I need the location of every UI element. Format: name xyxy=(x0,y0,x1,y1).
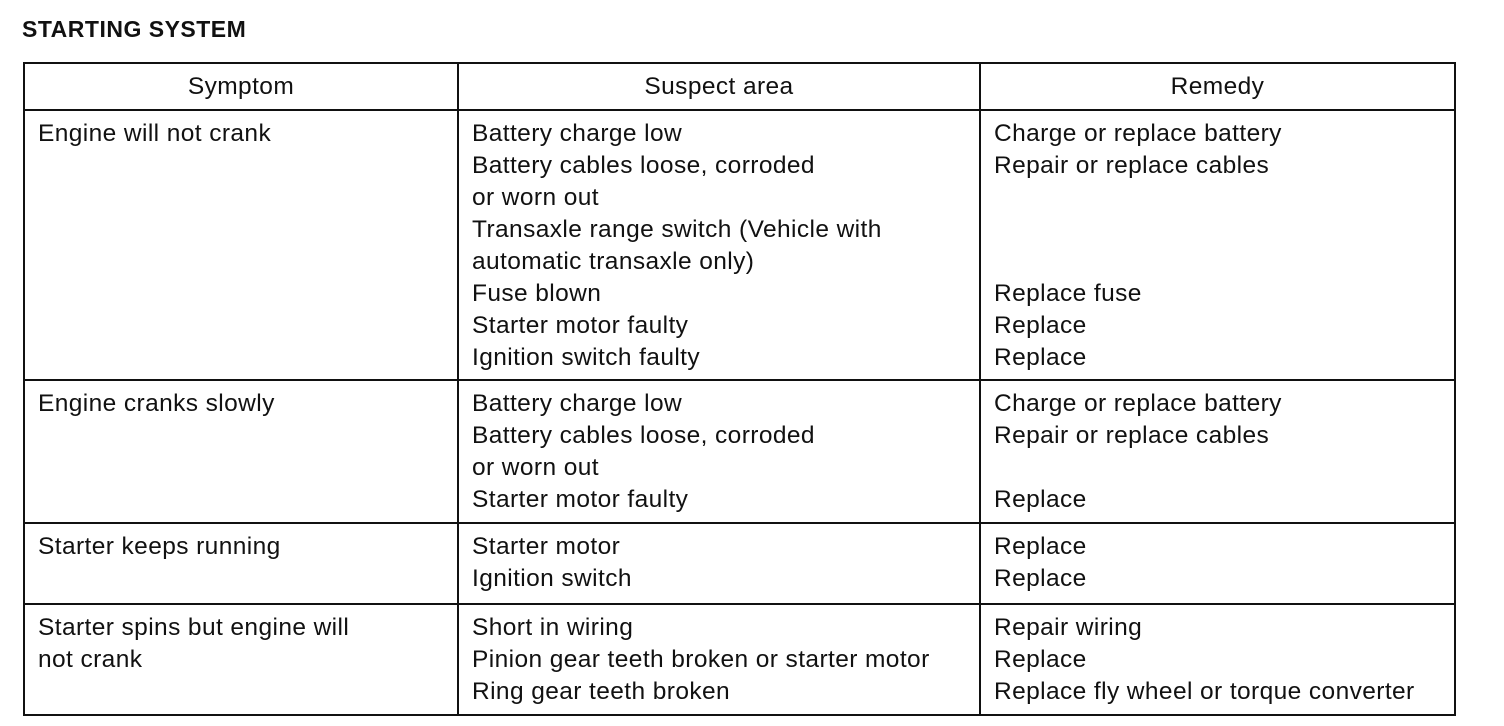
suspect-area-text: Battery cables loose, corroded xyxy=(472,422,815,449)
suspect-area-text: Transaxle range switch (Vehicle with xyxy=(472,216,882,243)
remedy-text: Replace xyxy=(994,565,1087,592)
table-row xyxy=(24,110,1455,380)
suspect-area-text: Starter motor faulty xyxy=(472,312,689,339)
suspect-area-cell xyxy=(458,380,980,523)
remedy-cell xyxy=(980,380,1455,523)
symptom-cell xyxy=(24,604,458,715)
remedy-text: Repair or replace cables xyxy=(994,152,1270,179)
suspect-area-text: Pinion gear teeth broken or starter motor xyxy=(472,646,930,673)
suspect-area-text: Fuse blown xyxy=(472,280,602,307)
header-symptom: Symptom xyxy=(24,63,458,110)
symptom-text: Engine cranks slowly xyxy=(38,390,275,417)
remedy-text: Replace fuse xyxy=(994,280,1142,307)
troubleshooting-table xyxy=(23,62,1456,716)
symptom-cell xyxy=(24,380,458,523)
suspect-area-cell xyxy=(458,604,980,715)
suspect-area-cell xyxy=(458,523,980,604)
remedy-text: Replace xyxy=(994,646,1087,673)
page-title: STARTING SYSTEM xyxy=(22,16,247,42)
suspect-area-text: Ring gear teeth broken xyxy=(472,678,731,705)
remedy-cell xyxy=(980,110,1455,380)
suspect-area-cell xyxy=(458,110,980,380)
remedy-text: Replace xyxy=(994,344,1087,371)
header-remedy: Remedy xyxy=(980,63,1455,110)
table-row xyxy=(24,380,1455,523)
remedy-text: Repair wiring xyxy=(994,614,1143,641)
suspect-area-text: Ignition switch xyxy=(472,565,632,592)
suspect-area-text: Short in wiring xyxy=(472,614,634,641)
remedy-text: Replace xyxy=(994,533,1087,560)
remedy-text: Charge or replace battery xyxy=(994,120,1282,147)
symptom-cell xyxy=(24,110,458,380)
table-row xyxy=(24,523,1455,604)
symptom-text: not crank xyxy=(38,646,143,673)
suspect-area-text: or worn out xyxy=(472,184,599,211)
suspect-area-text: Battery charge low xyxy=(472,390,683,417)
header-suspect-area: Suspect area xyxy=(458,63,980,110)
remedy-text: Replace xyxy=(994,312,1087,339)
symptom-text: Starter spins but engine will xyxy=(38,614,350,641)
suspect-area-text: Battery cables loose, corroded xyxy=(472,152,815,179)
table-row xyxy=(24,604,1455,715)
remedy-cell xyxy=(980,604,1455,715)
symptom-cell xyxy=(24,523,458,604)
table-header-row xyxy=(24,63,1455,110)
suspect-area-text: Starter motor xyxy=(472,533,621,560)
symptom-text: Engine will not crank xyxy=(38,120,272,147)
remedy-text: Replace fly wheel or torque converter xyxy=(994,678,1415,705)
suspect-area-text: Starter motor faulty xyxy=(472,486,689,513)
suspect-area-text: automatic transaxle only) xyxy=(472,248,755,275)
remedy-text: Charge or replace battery xyxy=(994,390,1282,417)
suspect-area-text: or worn out xyxy=(472,454,599,481)
suspect-area-text: Ignition switch faulty xyxy=(472,344,701,371)
symptom-text: Starter keeps running xyxy=(38,533,281,560)
suspect-area-text: Battery charge low xyxy=(472,120,683,147)
remedy-cell xyxy=(980,523,1455,604)
remedy-text: Repair or replace cables xyxy=(994,422,1270,449)
remedy-text: Replace xyxy=(994,486,1087,513)
